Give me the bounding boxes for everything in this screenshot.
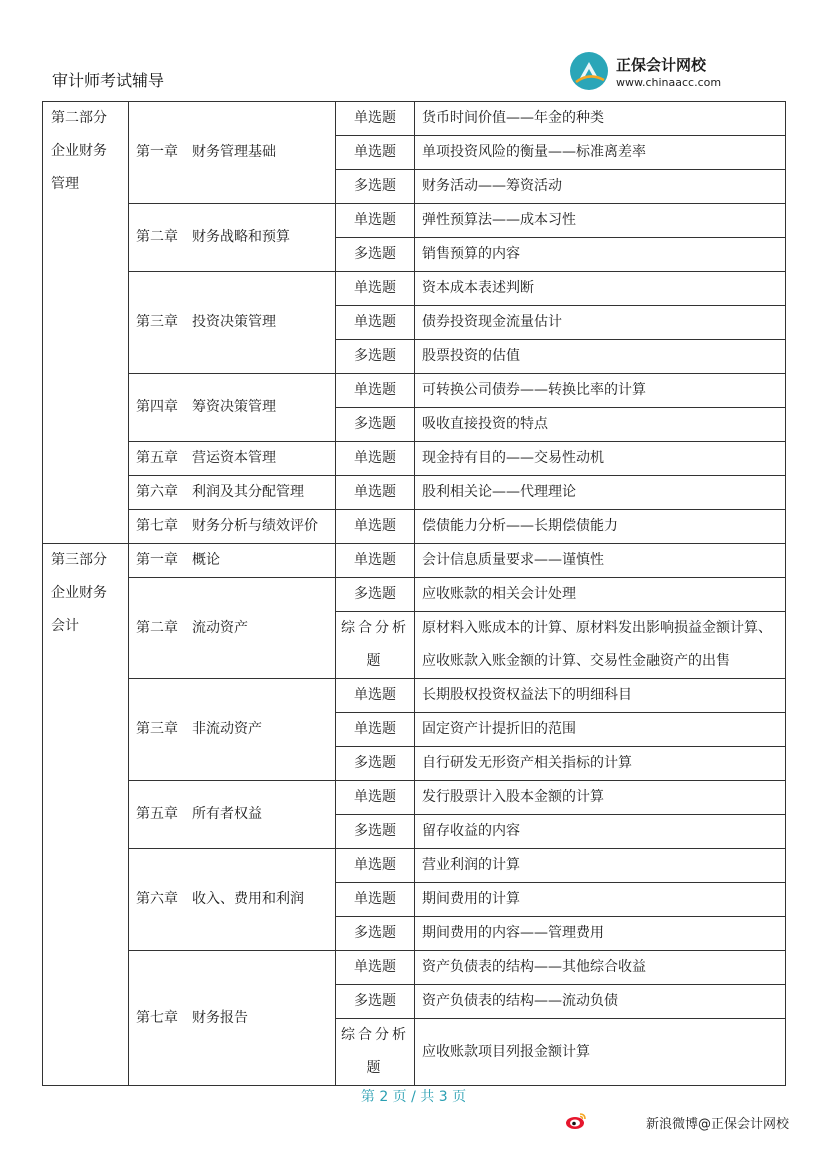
topic-cell: 期间费用的计算	[415, 883, 786, 917]
table-row	[43, 442, 786, 476]
question-type-cell: 单选题	[336, 102, 415, 136]
topic-cell: 资产负债表的结构——其他综合收益	[415, 951, 786, 985]
topic-cell: 股票投资的估值	[415, 340, 786, 374]
part-title-line: 企业财务	[51, 585, 107, 601]
question-type-cell: 多选题	[336, 917, 415, 951]
table-row	[43, 849, 786, 883]
topic-cell: 自行研发无形资产相关指标的计算	[415, 747, 786, 781]
question-type-cell: 单选题	[336, 951, 415, 985]
table-row	[43, 679, 786, 713]
question-type-cell: 多选题	[336, 815, 415, 849]
question-type-cell: 单选题	[336, 204, 415, 238]
topic-cell: 财务活动——筹资活动	[415, 170, 786, 204]
topic-cell: 留存收益的内容	[415, 815, 786, 849]
table-row	[43, 272, 786, 306]
table-row	[43, 510, 786, 544]
topic-cell: 发行股票计入股本金额的计算	[415, 781, 786, 815]
question-type-cell: 多选题	[336, 747, 415, 781]
chapter-cell: 第二章 财务战略和预算	[129, 204, 336, 272]
chapter-cell: 第四章 筹资决策管理	[129, 374, 336, 442]
question-type-cell: 单选题	[336, 883, 415, 917]
question-type-cell: 单选题	[336, 713, 415, 747]
question-type-cell: 多选题	[336, 238, 415, 272]
question-type-cell: 综合分析题	[336, 612, 415, 679]
chapter-cell: 第六章 收入、费用和利润	[129, 849, 336, 951]
table-row	[43, 781, 786, 815]
part-cell	[43, 102, 129, 544]
topic-cell: 现金持有目的——交易性动机	[415, 442, 786, 476]
question-type-cell: 单选题	[336, 374, 415, 408]
logo-text: 正保会计网校	[616, 56, 707, 74]
question-type-cell: 多选题	[336, 985, 415, 1019]
table-row	[43, 476, 786, 510]
chapter-cell: 第七章 财务分析与绩效评价	[129, 510, 336, 544]
question-type-cell: 多选题	[336, 170, 415, 204]
table-row	[43, 204, 786, 238]
logo-url: www.chinaacc.com	[616, 76, 722, 89]
page-header-title: 审计师考试辅导	[52, 71, 165, 90]
question-type-cell: 单选题	[336, 306, 415, 340]
topic-cell: 单项投资风险的衡量——标准离差率	[415, 136, 786, 170]
chapter-cell: 第三章 投资决策管理	[129, 272, 336, 374]
chapter-cell: 第五章 所有者权益	[129, 781, 336, 849]
chapter-cell: 第六章 利润及其分配管理	[129, 476, 336, 510]
topic-cell: 营业利润的计算	[415, 849, 786, 883]
brand-logo	[570, 50, 740, 96]
topic-cell: 弹性预算法——成本习性	[415, 204, 786, 238]
chapter-cell: 第七章 财务报告	[129, 951, 336, 1086]
question-type-cell: 单选题	[336, 272, 415, 306]
table-row	[43, 578, 786, 612]
topic-cell: 偿债能力分析——长期偿债能力	[415, 510, 786, 544]
question-type-cell: 单选题	[336, 544, 415, 578]
chapter-cell: 第一章 财务管理基础	[129, 102, 336, 204]
chapter-cell: 第二章 流动资产	[129, 578, 336, 679]
topic-cell: 应收账款的相关会计处理	[415, 578, 786, 612]
topic-cell: 长期股权投资权益法下的明细科目	[415, 679, 786, 713]
part-title-line: 企业财务	[51, 143, 107, 159]
question-type-cell: 单选题	[336, 781, 415, 815]
table-row	[43, 951, 786, 985]
exam-topic-table	[42, 101, 786, 1086]
topic-cell: 销售预算的内容	[415, 238, 786, 272]
part-title-line: 管理	[51, 176, 79, 192]
topic-cell: 股利相关论——代理理论	[415, 476, 786, 510]
topic-cell: 应收账款项目列报金额计算	[415, 1019, 786, 1086]
question-type-cell: 单选题	[336, 510, 415, 544]
topic-cell: 货币时间价值——年金的种类	[415, 102, 786, 136]
question-type-cell: 综合分析题	[336, 1019, 415, 1086]
weibo-icon	[565, 1112, 587, 1130]
question-type-cell: 多选题	[336, 578, 415, 612]
part-title-line: 第二部分	[51, 110, 107, 126]
topic-cell: 会计信息质量要求——谨慎性	[415, 544, 786, 578]
question-type-cell: 单选题	[336, 442, 415, 476]
table-row	[43, 374, 786, 408]
table-row	[43, 102, 786, 136]
chapter-cell: 第三章 非流动资产	[129, 679, 336, 781]
topic-cell: 可转换公司债券——转换比率的计算	[415, 374, 786, 408]
part-title-line: 会计	[51, 618, 79, 634]
part-cell	[43, 544, 129, 1086]
question-type-cell: 单选题	[336, 679, 415, 713]
page-number: 第 2 页 / 共 3 页	[360, 1089, 467, 1105]
topic-cell: 期间费用的内容——管理费用	[415, 917, 786, 951]
question-type-cell: 单选题	[336, 849, 415, 883]
topic-cell: 固定资产计提折旧的范围	[415, 713, 786, 747]
question-type-cell: 单选题	[336, 476, 415, 510]
part-title-line: 第三部分	[51, 552, 107, 568]
weibo-handle: 新浪微博@正保会计网校	[646, 1117, 790, 1132]
table-row	[43, 544, 786, 578]
question-type-cell: 多选题	[336, 408, 415, 442]
topic-cell: 原材料入账成本的计算、原材料发出影响损益金额计算、应收账款入账金额的计算、交易性金融资产的出售	[415, 612, 786, 679]
topic-cell: 吸收直接投资的特点	[415, 408, 786, 442]
question-type-cell: 多选题	[336, 340, 415, 374]
chapter-cell: 第一章 概论	[129, 544, 336, 578]
logo-mark-icon	[570, 52, 608, 90]
topic-cell: 资本成本表述判断	[415, 272, 786, 306]
topic-cell: 资产负债表的结构——流动负债	[415, 985, 786, 1019]
topic-cell: 债券投资现金流量估计	[415, 306, 786, 340]
chapter-cell: 第五章 营运资本管理	[129, 442, 336, 476]
question-type-cell: 单选题	[336, 136, 415, 170]
